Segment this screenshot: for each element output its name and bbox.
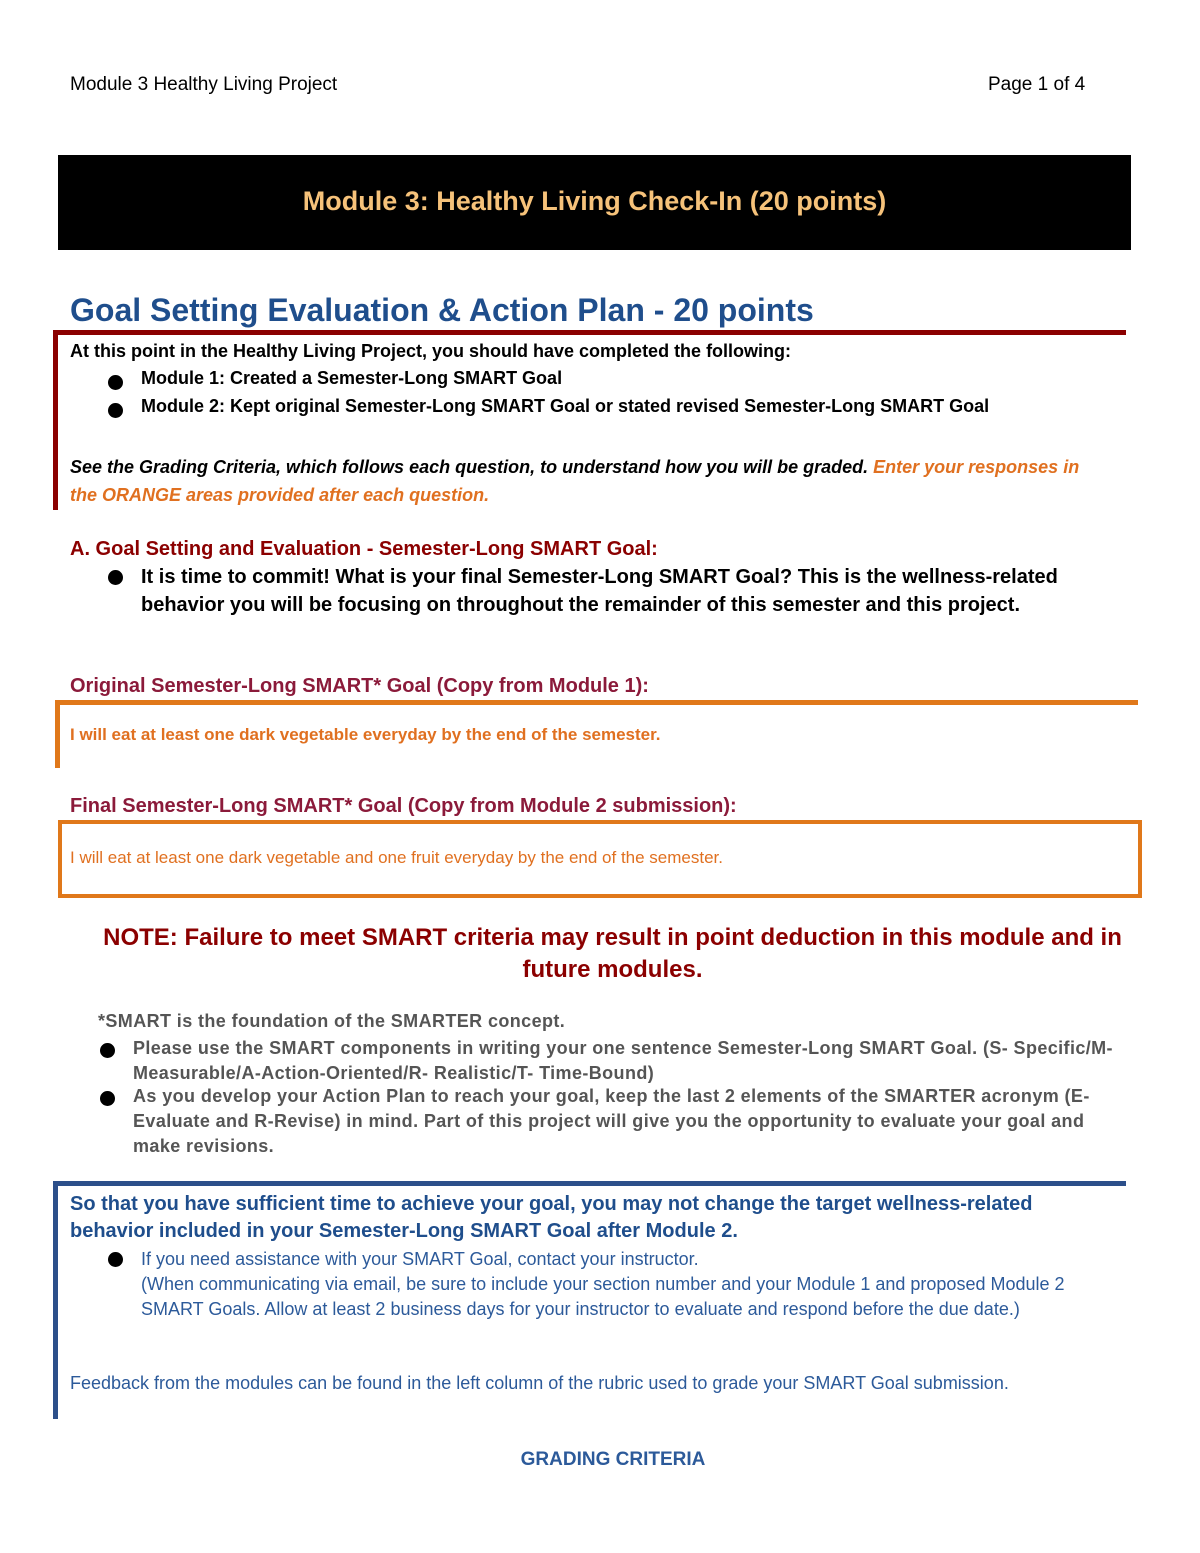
final-goal-label: Final Semester-Long SMART* Goal (Copy from Module 2 submission): (70, 795, 737, 817)
final-goal-response[interactable]: I will eat at least one dark vegetable and one fruit everyday by the end of the semester. (70, 848, 724, 867)
original-goal-response[interactable]: I will eat at least one dark vegetable everyday by the end of the semester. (70, 725, 661, 744)
intro-text: At this point in the Healthy Living Project, you should have completed the following: (70, 341, 792, 361)
grading-note (70, 453, 1110, 509)
original-goal-label: Original Semester-Long SMART* Goal (Copy from Module 1): (70, 675, 649, 697)
blue-box-top-border (56, 1181, 1126, 1186)
section-divider (56, 330, 1126, 335)
grading-criteria-heading: GRADING CRITERIA (520, 1449, 706, 1470)
completed-item: Module 2: Kept original Semester-Long SMART Goal or stated revised Semester-Long SMART Goal (141, 396, 990, 416)
blue-box-side-border (53, 1181, 58, 1419)
smart-warning-note: NOTE: Failure to meet SMART criteria may result in point deduction in this module and in future modules. (103, 924, 1122, 983)
goal-change-policy: So that you have sufficient time to achieve your goal, you may not change the target wellness-related behavior included in your Semester-Long SMART Goal after Module 2. (70, 1193, 1033, 1242)
page-number: Page 1 of 4 (988, 74, 1086, 95)
smart-info-item: Please use the SMART components in writing your one sentence Semester-Long SMART Goal. (S- Specific/M- Measurable/A-Action-Oriented/R- Realistic/T- Time-Bound) (133, 1038, 1113, 1083)
original-goal-top-border (58, 700, 1138, 705)
orange-areas-note: Enter your responses in the ORANGE areas provided after each question. (70, 457, 1080, 505)
smart-info-item: As you develop your Action Plan to reach your goal, keep the last 2 elements of the SMARTER acronym (E-Evaluate and R-Revise) in mind. Part of this project will give you the opportunity to evaluate your goal and make revisions. (133, 1086, 1090, 1156)
part-a-heading: A. Goal Setting and Evaluation - Semester-Long SMART Goal: (70, 538, 658, 560)
smart-foundation-text: *SMART is the foundation of the SMARTER concept. (98, 1011, 566, 1031)
section-title: Goal Setting Evaluation & Action Plan - 20 points (70, 292, 814, 328)
completed-item: Module 1: Created a Semester-Long SMART Goal (141, 368, 563, 388)
section-side-bar (53, 330, 58, 510)
assistance-text (141, 1247, 1121, 1322)
header-left: Module 3 Healthy Living Project (70, 74, 338, 95)
banner-title: Module 3: Healthy Living Check-In (20 points) (302, 186, 887, 216)
original-goal-side-border (55, 700, 60, 768)
grading-note-text: See the Grading Criteria, which follows each question, to understand how you will be graded. (70, 457, 869, 477)
assistance-detail: (When communicating via email, be sure to include your section number and your Module 1 and proposed Module 2 SMART Goals. Allow at least 2 business days for your instructor to evaluate and respond before the due date.) (141, 1274, 1065, 1319)
assistance-line: If you need assistance with your SMART Goal, contact your instructor. (141, 1249, 699, 1269)
feedback-text: Feedback from the modules can be found in the left column of the rubric used to grade your SMART Goal submission. (70, 1373, 1009, 1393)
part-a-question: It is time to commit! What is your final Semester-Long SMART Goal? This is the wellness-related behavior you will be focusing on throughout the remainder of this semester and this project. (141, 566, 1058, 616)
